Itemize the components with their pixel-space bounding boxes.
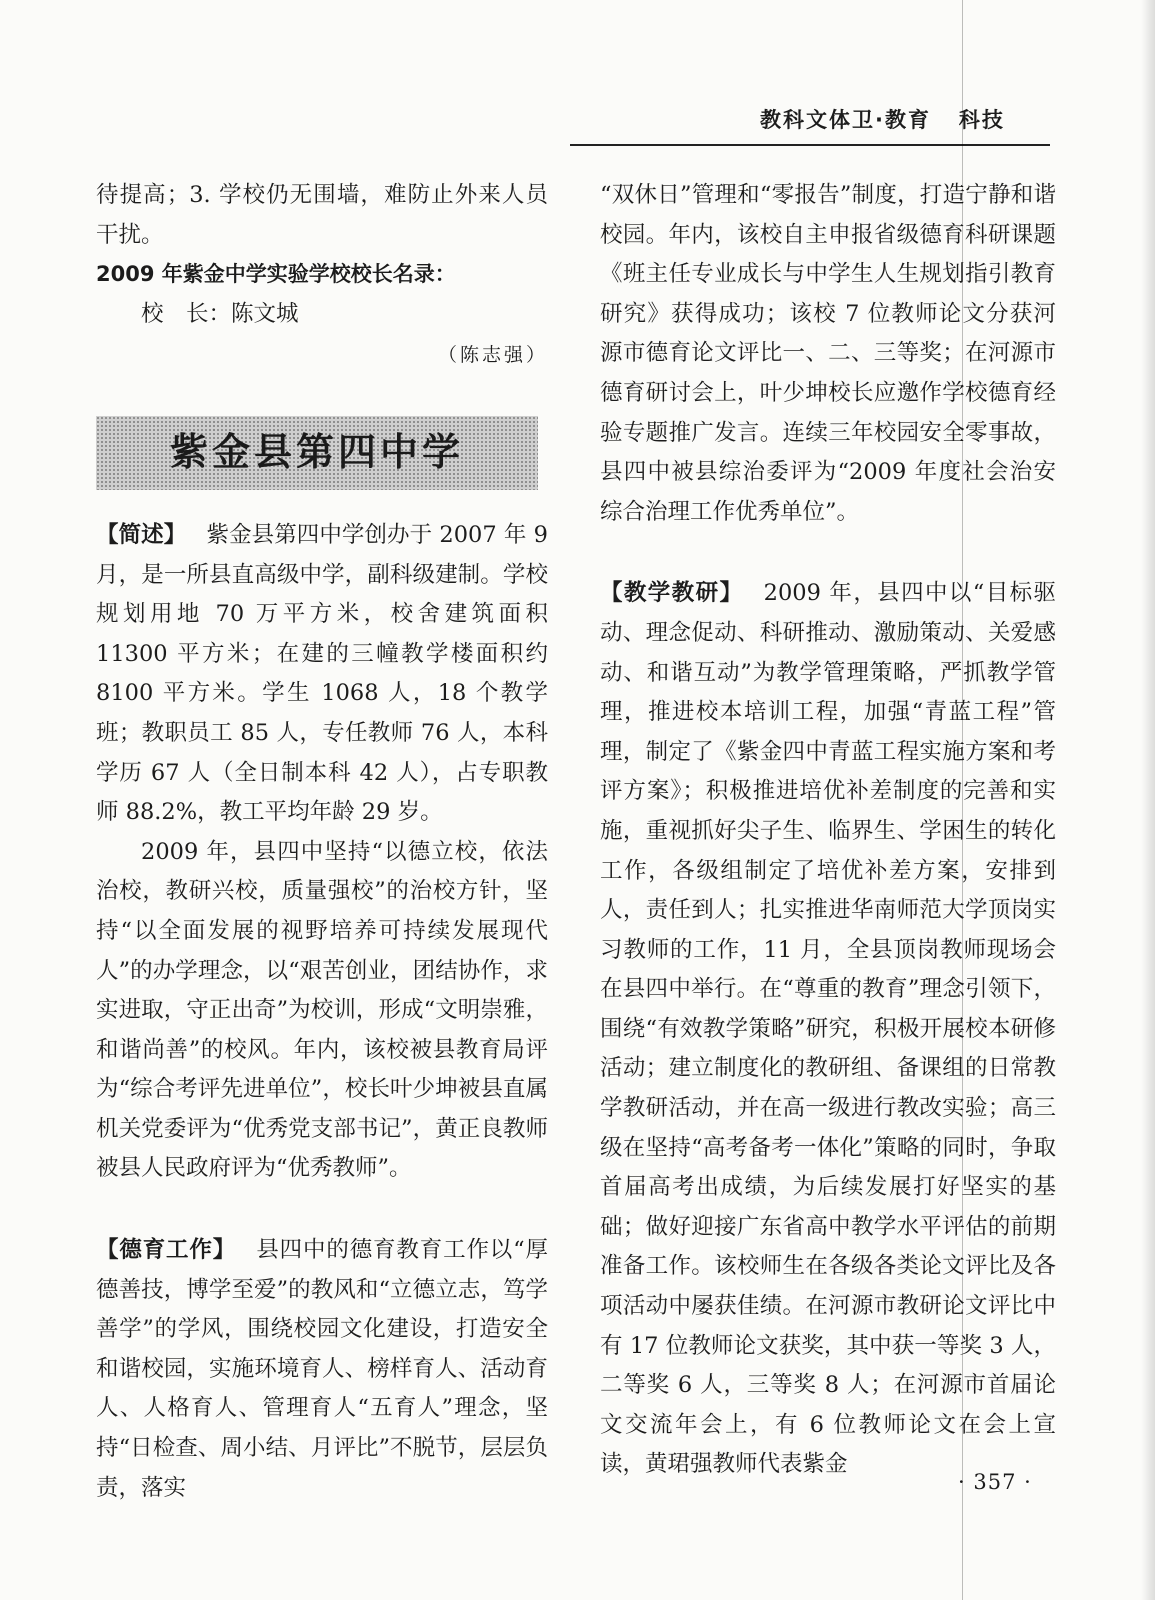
moral-education-text: 县四中的德育教育工作以“厚德善技，博学至爱”的教风和“立德立志，笃学善学”的学风，围绕校园文化建设，打造安全和谐校园，实施环境育人、榜样育人、活动育人、人格育人、管理育人“五育人”理念，坚持“日检查、周小结、月评比”不脱节，层层负责，落实: [96, 1237, 548, 1501]
right-column: [600, 176, 1056, 1485]
left-column: [96, 176, 548, 1508]
moral-education-continued: “双休日”管理和“零报告”制度，打造宁静和谐校园。年内，该校自主申报省级德育科研课题《班主任专业成长与中学生人生规划指引教育研究》获得成功；该校 7 位教师论文分获河源市德育论文评比一、二、三等奖；在河源市德育研讨会上，叶少坤校长应邀作学校德育经验专题推广发言。连续三年校园安全零事故，县四中被县综治委评为“2009 年度社会治安综合治理工作优秀单位”。: [600, 182, 1056, 525]
teaching-research-tag: 【教学教研】: [600, 580, 744, 607]
author-credit: （陈志强）: [437, 344, 548, 367]
running-header: [760, 104, 1060, 134]
scan-artifact-line: [962, 0, 963, 1600]
teaching-research-text: 2009 年，县四中以“目标驱动、理念促动、科研推动、激励策动、关爱感动、和谐互动”为教学管理策略，严抓教学管理，推进校本培训工程，加强“青蓝工程”管理，制定了《紫金四中青蓝工程实施方案和考评方案》；积极推进培优补差制度的完善和实施，重视抓好尖子生、临界生、学困生的转化工作，各级组制定了培优补差方案，安排到人，责任到人；扎实推进华南师范大学顶岗实习教师的工作，11 月，全县顶岗教师现场会在县四中举行。在“尊重的教育”理念引领下，围绕“有效教学策略”研究，积极开展校本研修活动；建立制度化的教研组、备课组的日常教学教研活动，并在高一级进行教改实验；高三级在坚持“高考备考一体化”策略的同时，争取首届高考出成绩，为后续发展打好坚实的基础；做好迎接广东省高中教学水平评估的前期准备工作。该校师生在各级各类论文评比及各项活动中屡获佳绩。在河源市教研论文评比中有 17 位教师论文获奖，其中获一等奖 3 人，二等奖 6 人，三等奖 8 人；在河源市首届论文交流年会上，有 6 位教师论文在会上宣读，黄珺强教师代表紫金: [600, 580, 1056, 1478]
school-title-banner: [96, 416, 538, 490]
moral-education-tag: 【德育工作】: [96, 1237, 237, 1264]
page-edge-shadow: [1141, 0, 1155, 1600]
header-section: 教科文体卫·教育: [760, 108, 931, 132]
header-subsection: 科技: [958, 108, 1005, 132]
continued-paragraph: 待提高；3. 学校仍无围墙，难防止外来人员干扰。: [96, 182, 548, 248]
summary-text: 紫金县第四中学创办于 2007 年 9 月，是一所县直高级中学，副科级建制。学校规划用地 70 万平方米，校舍建筑面积 11300 平方米；在建的三幢教学楼面积约 8100 平方米。学生 1068 人，18 个教学班；教职员工 85 人，专任教师 76 人，本科学历 67 人（全日制本科 42 人），占专职教师 88.2%，教工平均年龄 29 岁。: [96, 521, 548, 826]
summary-tag: 【简述】: [96, 521, 187, 548]
page-number: · 357 ·: [958, 1470, 1032, 1494]
school-title: 紫金县第四中学: [169, 430, 464, 475]
header-rule: [570, 144, 1050, 146]
principal-list-heading: 2009 年紫金中学实验学校校长名录：: [96, 262, 456, 287]
paragraph-2009: 2009 年，县四中坚持“以德立校，依法治校，教研兴校，质量强校”的治校方针，坚持“以全面发展的视野培养可持续发展现代人”的办学理念，以“艰苦创业，团结协作，求实进取，守正出奇”为校训，形成“文明崇雅，和谐尚善”的校风。年内，该校被县教育局评为“综合考评先进单位”，校长叶少坤被县直属机关党委评为“优秀党支部书记”，黄正良教师被县人民政府评为“优秀教师”。: [96, 838, 548, 1182]
principal-line: 校 长：陈文城: [141, 300, 299, 327]
